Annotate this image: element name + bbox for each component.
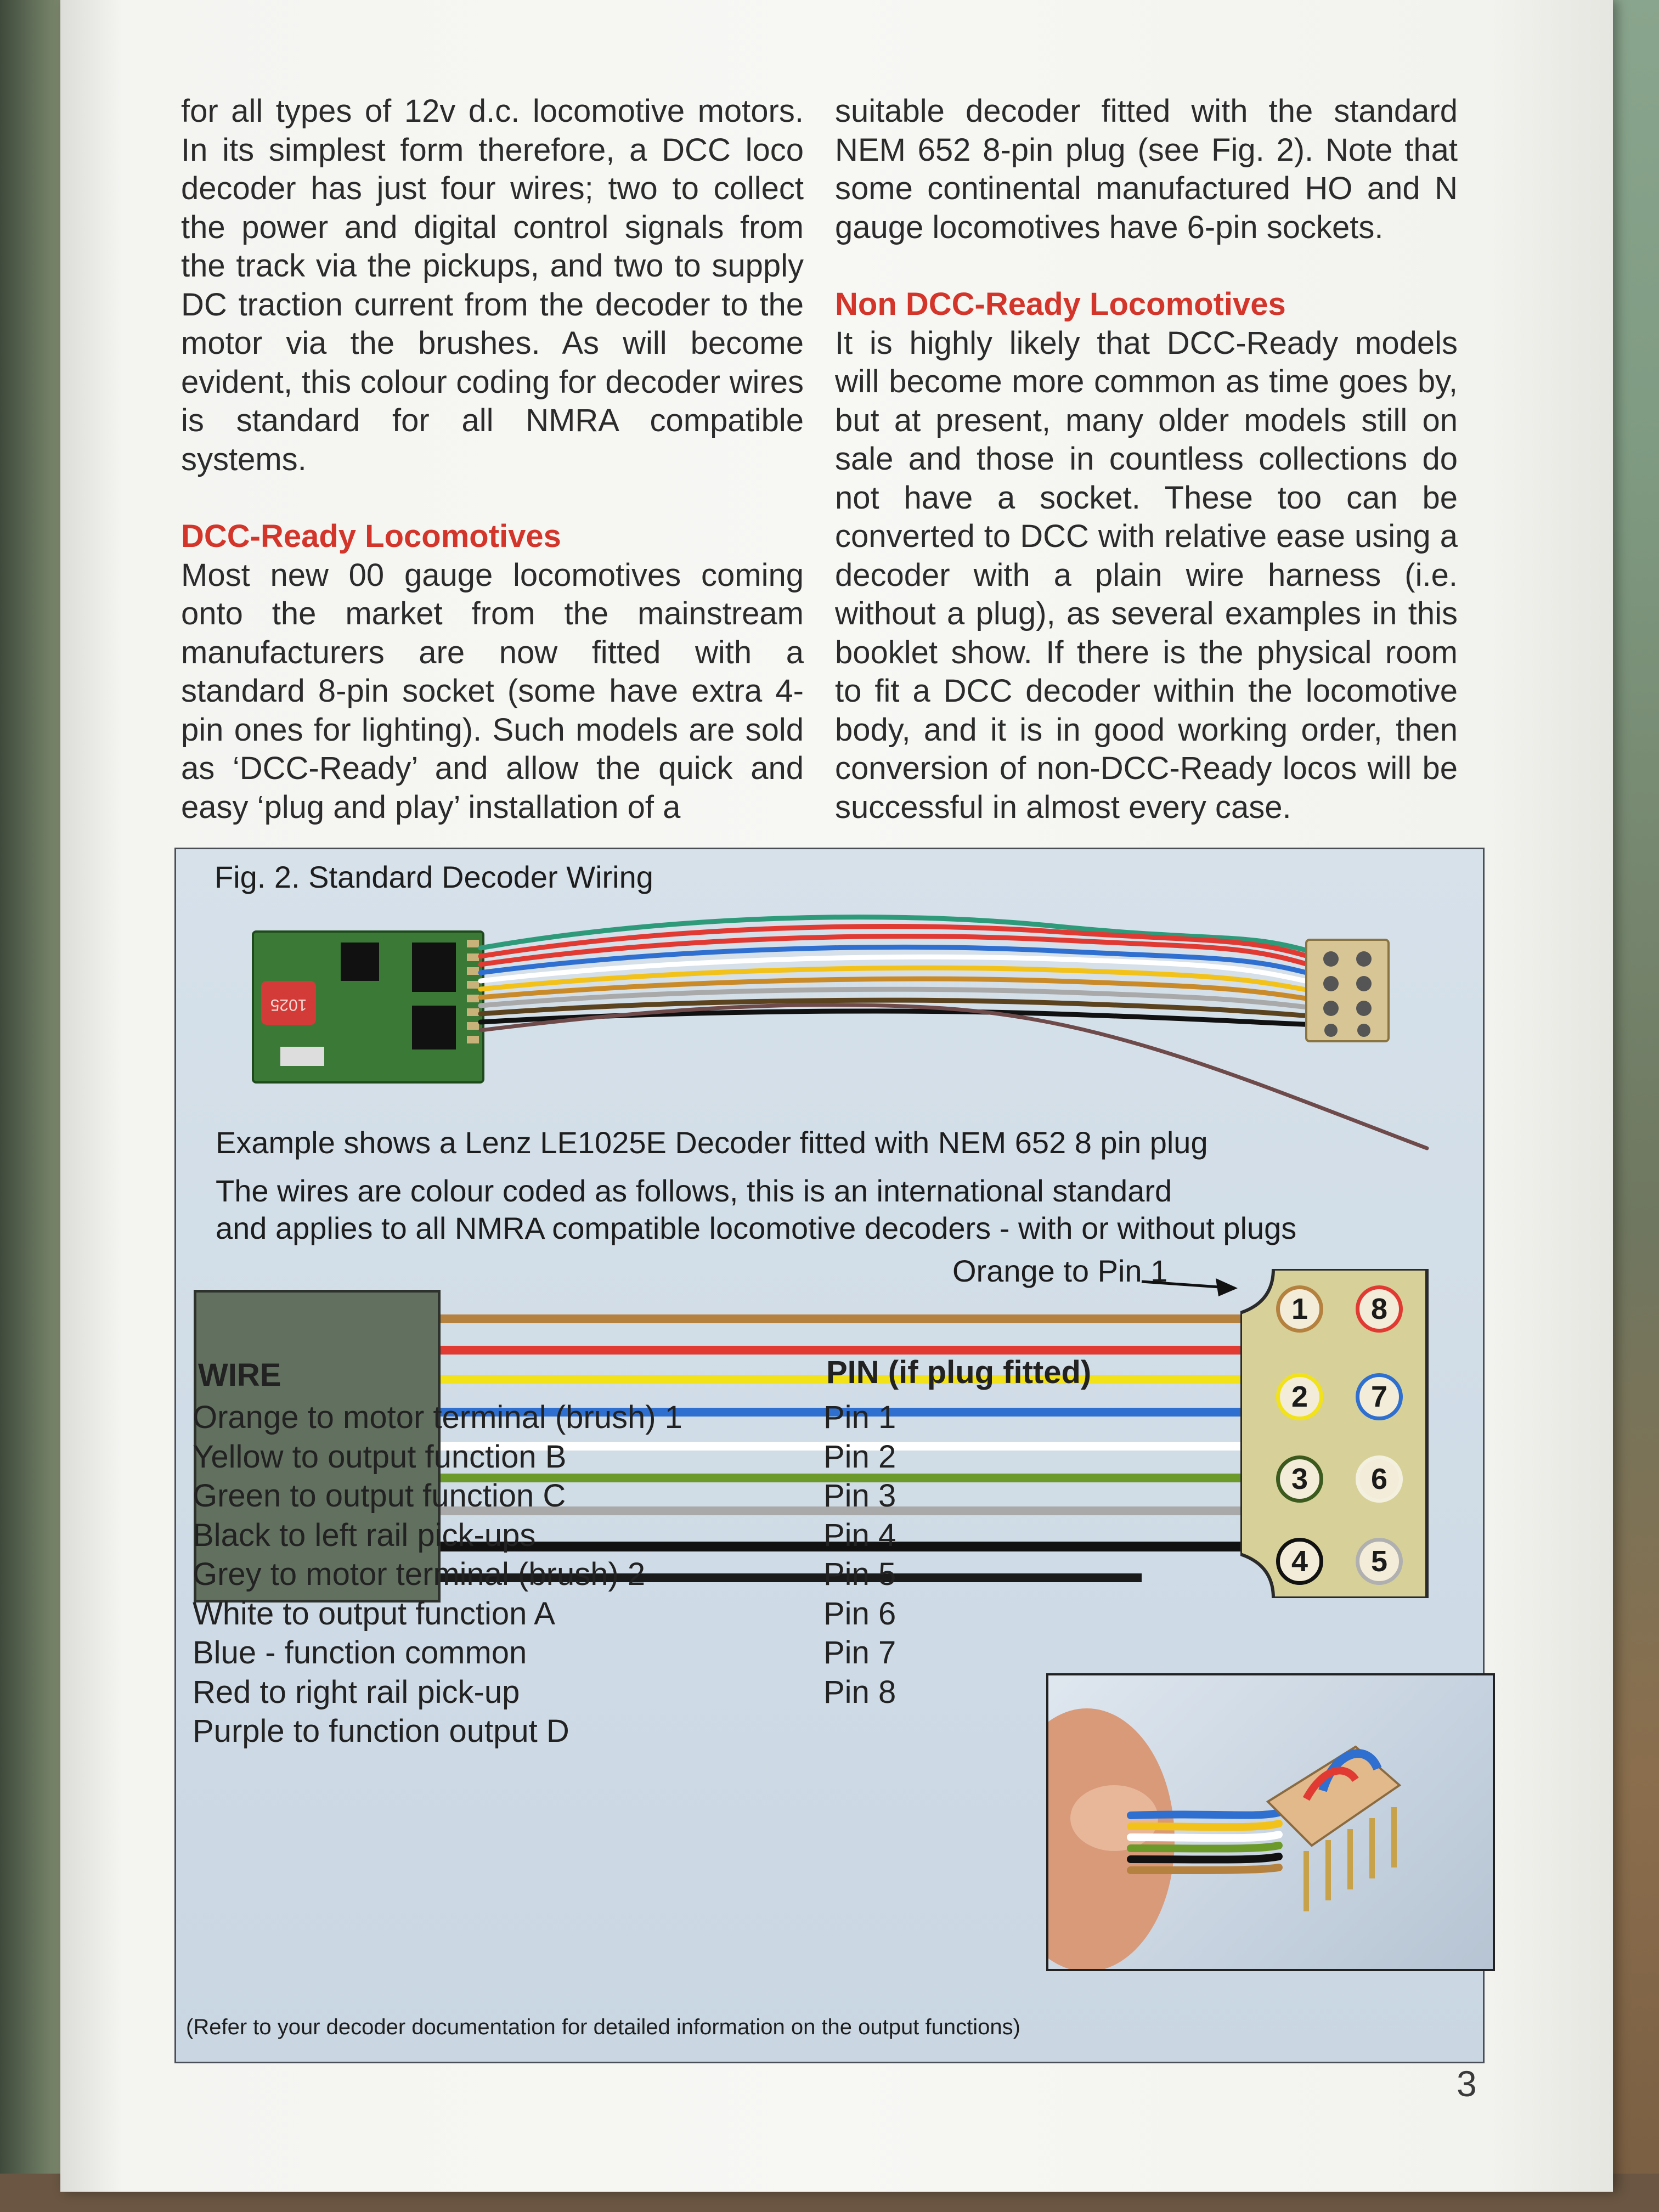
pin-3: 3 <box>1276 1455 1323 1503</box>
pin-1: 1 <box>1276 1285 1323 1333</box>
pin-list <box>823 1398 896 1712</box>
plug-photo-illustration <box>1048 1675 1493 1969</box>
pin-item: Pin 8 <box>823 1674 896 1710</box>
page-number: 3 <box>1457 2063 1477 2104</box>
non-dcc-ready-heading: Non DCC-Ready Locomotives <box>835 286 1286 322</box>
wire-red <box>437 1346 1246 1355</box>
pin-item: Pin 5 <box>823 1556 896 1592</box>
figure-caption-2: The wires are colour coded as follows, this is an international standard <box>216 1173 1172 1208</box>
left-paragraph-1: for all types of 12v d.c. locomotive motors. In its simplest form therefore, a DCC loco decoder has just four wires; two to collect the power and digital control signals from the track via the pickups, and two to supply DC traction current from the decoder to the motor via the brushes. As will become evident, this colour coding for decoder wires is standard for all NMRA compatible systems. <box>181 93 804 477</box>
left-paragraph-2: Most new 00 gauge locomotives coming onto the market from the mainstream manufacturers are now fitted with a standard 8-pin socket (some have extra 4-pin ones for lighting). Such models are sold as ‘DCC-Ready’ and allow the quick and easy ‘plug and play’ installation of a <box>181 557 804 825</box>
decoder-chip-label: 1025 <box>270 996 307 1014</box>
pin-item: Pin 3 <box>823 1478 896 1514</box>
wire-item: Black to left rail pick-ups <box>193 1517 536 1553</box>
wire-list <box>193 1398 682 1751</box>
plug-photo <box>1046 1673 1495 1971</box>
orange-to-pin-1-label: Orange to Pin 1 <box>952 1254 1168 1288</box>
wire-item: White to output function A <box>193 1595 555 1632</box>
pin-2: 2 <box>1276 1373 1323 1420</box>
pin-item: Pin 7 <box>823 1635 896 1671</box>
pin-4: 4 <box>1276 1538 1323 1585</box>
pin-8: 8 <box>1356 1285 1403 1333</box>
pin-5: 5 <box>1356 1538 1403 1585</box>
connector-plug-schematic <box>1240 1269 1432 1598</box>
wire-item: Blue - function common <box>193 1635 527 1671</box>
pin-item: Pin 1 <box>823 1400 896 1435</box>
wire-orange <box>437 1314 1246 1323</box>
right-paragraph-2: It is highly likely that DCC-Ready models will become more common as time goes by, but at present, many older models still on sale and those in countless collections do not have a socket. These too can be converted to DCC with relative ease using a decoder with a plain wire harness (i.e. without a plug), as several examples in this booklet show. If there is the physical room to fit a DCC decoder within the locomotive body, and it is in good working order, then conversion of non-DCC-Ready locos will be successful in almost every case. <box>835 325 1458 825</box>
pin-7: 7 <box>1356 1373 1403 1420</box>
wire-item: Grey to motor terminal (brush) 2 <box>193 1556 646 1592</box>
figure-caption-1: Example shows a Lenz LE1025E Decoder fitted with NEM 652 8 pin plug <box>216 1125 1208 1160</box>
wire-item: Orange to motor terminal (brush) 1 <box>193 1400 682 1435</box>
booklet-page <box>60 0 1613 2192</box>
pin-item: Pin 6 <box>823 1595 896 1632</box>
pin-column-header: PIN (if plug fitted) <box>826 1355 1092 1390</box>
figure-standard-decoder-wiring <box>174 848 1485 2063</box>
figure-caption-3: and applies to all NMRA compatible locomotive decoders - with or without plugs <box>216 1211 1297 1245</box>
pin-6: 6 <box>1356 1455 1403 1503</box>
dcc-ready-heading: DCC-Ready Locomotives <box>181 518 561 554</box>
figure-footnote: (Refer to your decoder documentation for detailed information on the output functions) <box>186 2015 1020 2039</box>
right-column <box>835 92 1458 827</box>
pin-item: Pin 4 <box>823 1517 896 1553</box>
pin-item: Pin 2 <box>823 1438 896 1475</box>
right-paragraph-1: suitable decoder fitted with the standard NEM 652 8-pin plug (see Fig. 2). Note that some continental manufactured HO and N gauge locomotives have 6-pin sockets. <box>835 93 1458 245</box>
orange-arrow-head <box>1216 1278 1238 1296</box>
left-column <box>181 92 804 827</box>
wire-item: Green to output function C <box>193 1478 566 1514</box>
wire-column-header: WIRE <box>198 1357 281 1393</box>
wire-item: Red to right rail pick-up <box>193 1674 520 1710</box>
wire-item: Purple to function output D <box>193 1713 569 1749</box>
figure-title: Fig. 2. Standard Decoder Wiring <box>215 860 653 894</box>
wire-item: Yellow to output function B <box>193 1438 567 1475</box>
